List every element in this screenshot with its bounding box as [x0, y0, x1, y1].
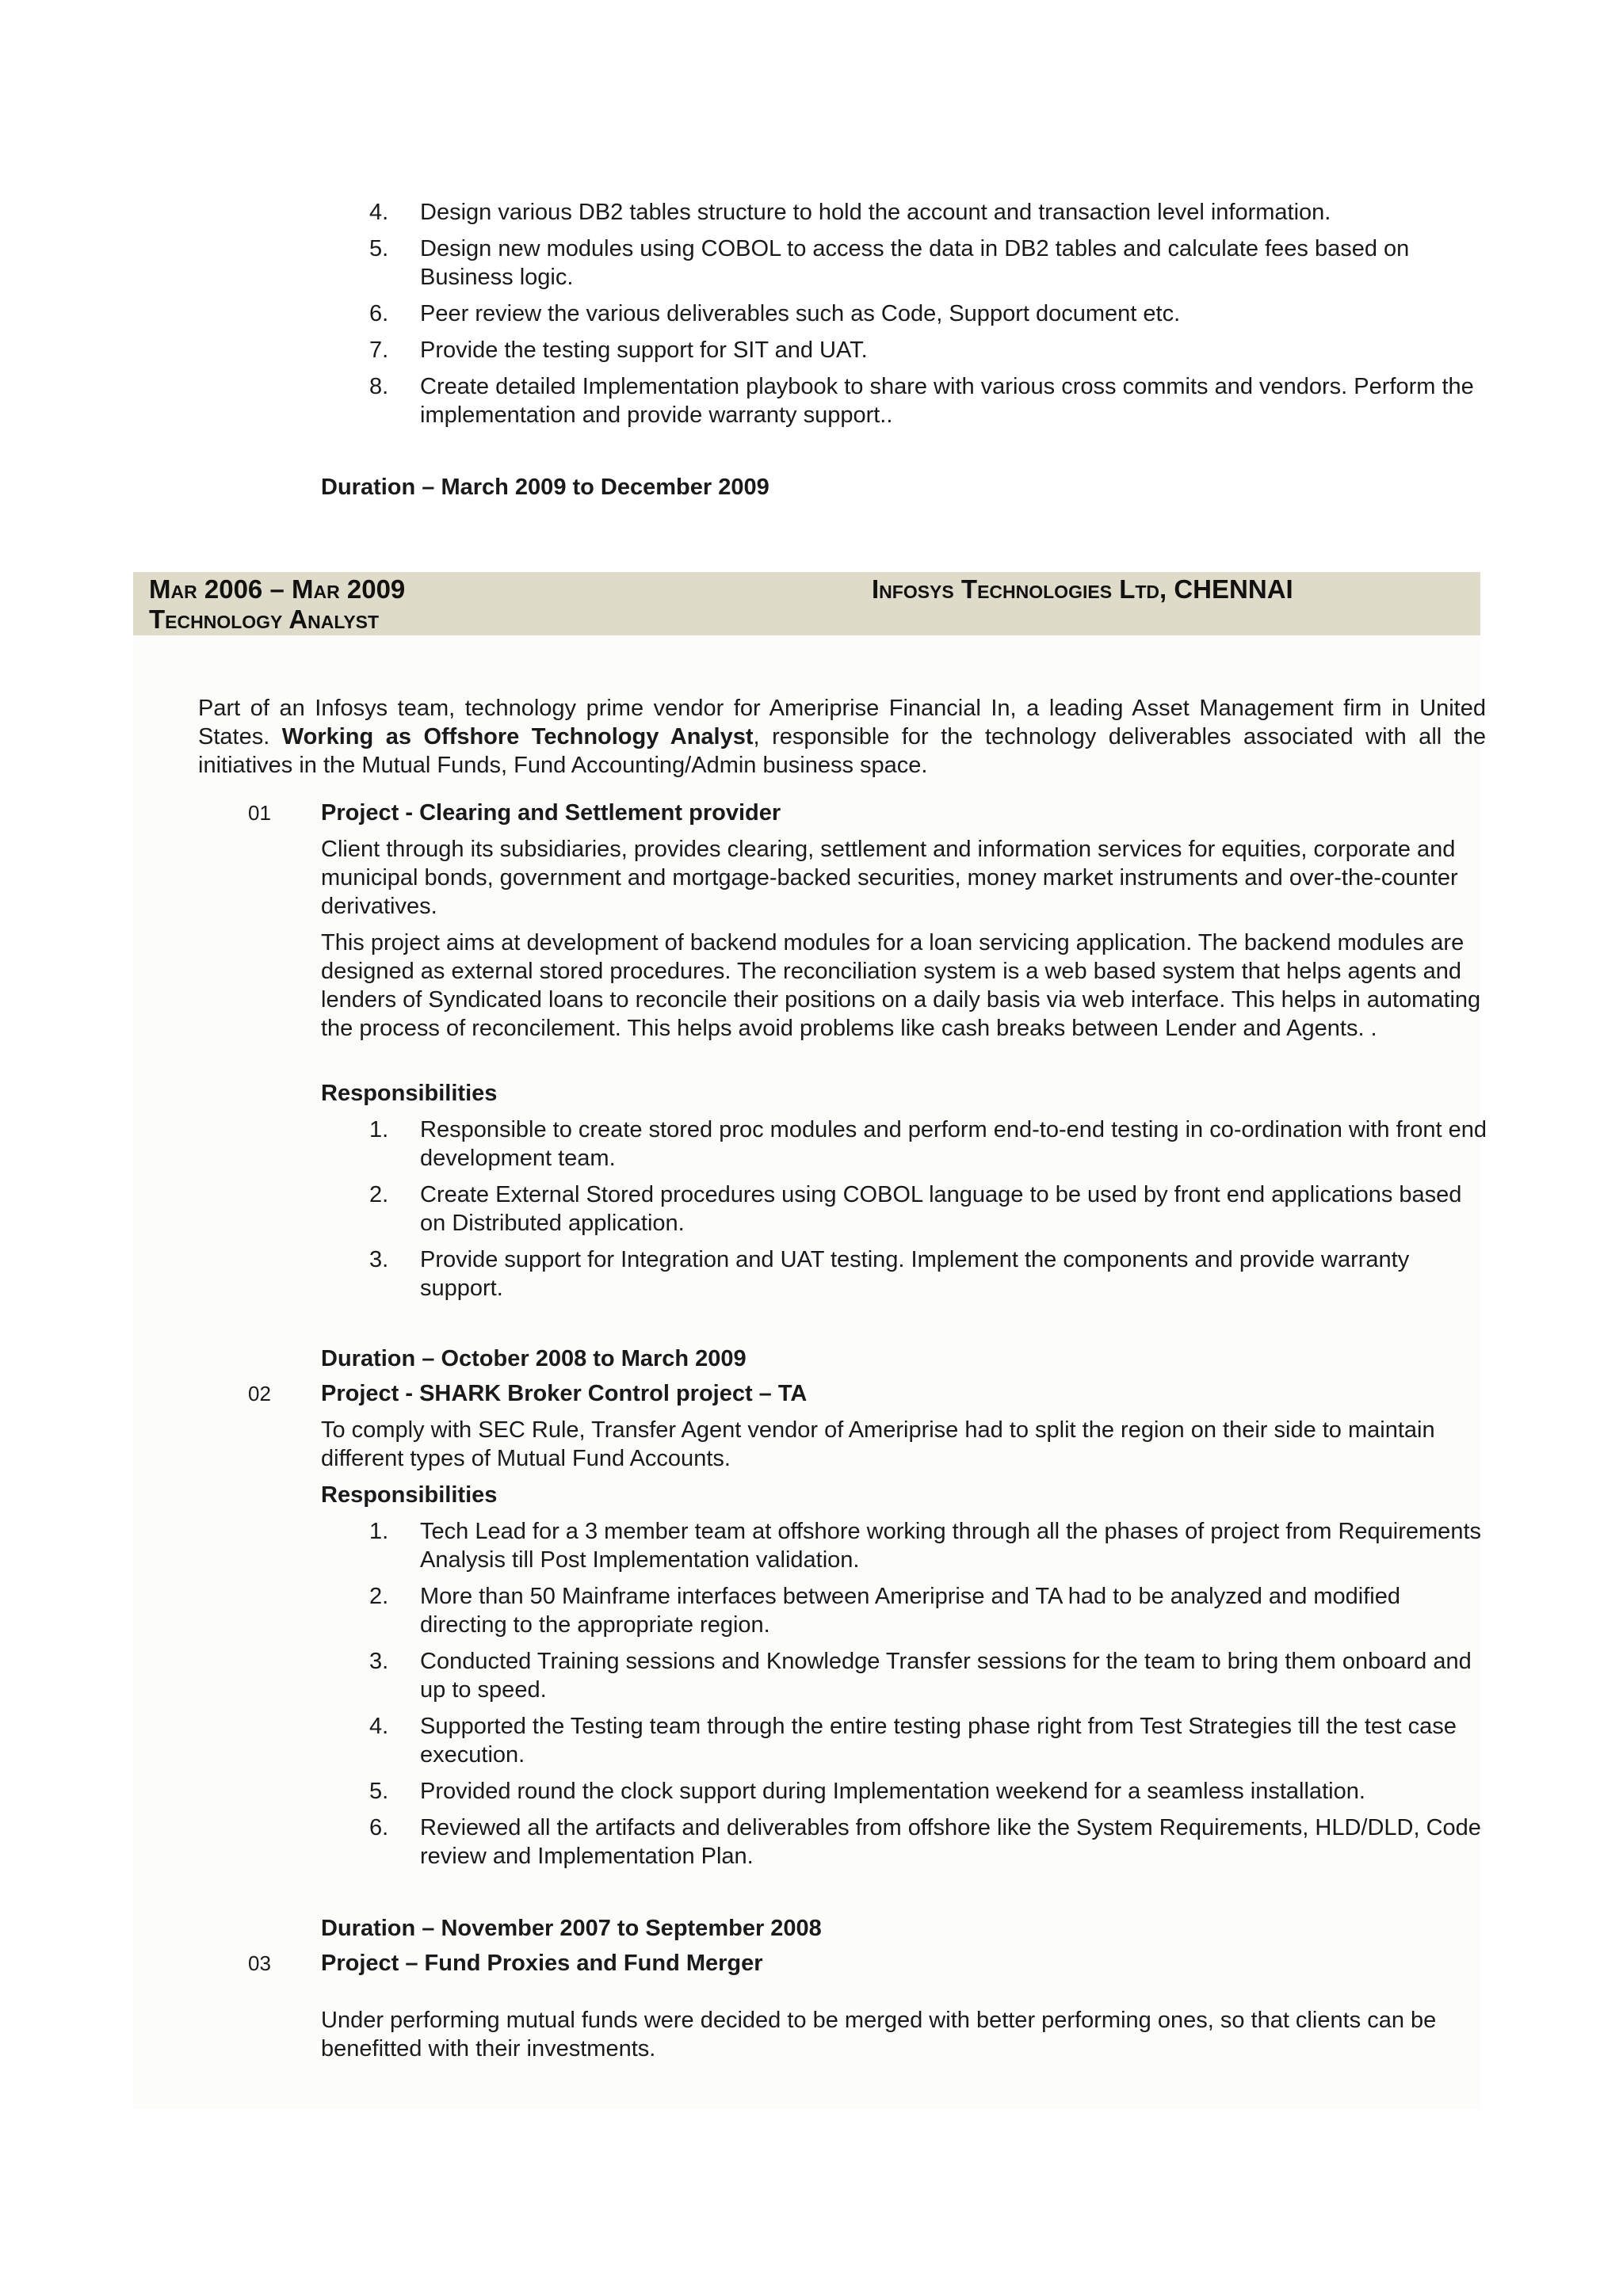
job-dates: Mar 2006 – Mar 2009: [149, 574, 406, 604]
intro-role: Working as Offshore Technology Analyst: [281, 724, 754, 749]
job-intro: [198, 694, 1486, 780]
list-number: 8.: [369, 374, 389, 399]
project-title: Project – Fund Proxies and Fund Merger: [321, 1951, 763, 1976]
list-item: Supported the Testing team through the entire testing phase right from Test Strategies till the test case execution.: [420, 1714, 1457, 1768]
project-title: Project - Clearing and Settlement provider: [321, 800, 781, 826]
project-description: Client through its subsidiaries, provides clearing, settlement and information services for equities, corporate and municipal bonds, government and mortgage-backed securities, money market instruments and over-the-counter derivatives.: [321, 837, 1458, 919]
list-item: Create External Stored procedures using COBOL language to be used by front end applications based on Distributed application.: [420, 1182, 1462, 1236]
list-item: Create detailed Implementation playbook to share with various cross commits and vendors. Perform the implementation and provide warranty support..: [420, 374, 1474, 428]
list-number: 5.: [369, 236, 389, 261]
intro-text-rest: , responsible for the technology deliverables associated with all the initiatives in the Mutual Funds, Fund Accounting/Admin business space.: [198, 724, 1486, 778]
list-item: Responsible to create stored proc modules and perform end-to-end testing in co-ordination with front end development team.: [420, 1117, 1487, 1171]
list-number: 1.: [369, 1117, 389, 1142]
intro-text: Part of an Infosys team, technology prime vendor for Ameriprise Financial In, a leading Asset Management firm in United States.: [198, 696, 1486, 749]
list-item: Provide support for Integration and UAT testing. Implement the components and provide warranty support.: [420, 1247, 1410, 1301]
duration-label: Duration – October 2008 to March 2009: [321, 1346, 747, 1371]
list-item: Conducted Training sessions and Knowledge Transfer sessions for the team to bring them onboard and up to speed.: [420, 1649, 1472, 1703]
project-description: This project aims at development of backend modules for a loan servicing application. The backend modules are designed as external stored procedures. The reconciliation system is a web based system that helps agents and lenders of Syndicated loans to reconcile their positions on a daily basis via web interface. This helps in automating the process of reconcilement. This helps avoid problems like cash breaks between Lender and Agents. .: [321, 930, 1481, 1041]
list-number: 2.: [369, 1584, 389, 1609]
list-item: Design new modules using COBOL to access the data in DB2 tables and calculate fees based on Business logic.: [420, 236, 1410, 290]
project-number: 02: [248, 1382, 271, 1405]
list-number: 3.: [369, 1247, 389, 1272]
list-item: Provided round the clock support during Implementation weekend for a seamless installation.: [420, 1779, 1365, 1804]
project-description: To comply with SEC Rule, Transfer Agent vendor of Ameriprise had to split the region on their side to maintain different types of Mutual Fund Accounts.: [321, 1417, 1435, 1471]
list-number: 6.: [369, 301, 389, 326]
list-number: 1.: [369, 1519, 389, 1544]
list-item: Tech Lead for a 3 member team at offshore working through all the phases of project from Requirements Analysis till Post Implementation validation.: [420, 1519, 1481, 1573]
list-number: 5.: [369, 1779, 389, 1804]
list-number: 4.: [369, 200, 389, 225]
list-item: Peer review the various deliverables such as Code, Support document etc.: [420, 301, 1181, 326]
responsibilities-heading: Responsibilities: [321, 1081, 498, 1106]
list-number: 7.: [369, 338, 389, 363]
project-number: 01: [248, 801, 271, 825]
project-description: Under performing mutual funds were decided to be merged with better performing ones, so that clients can be benefitted with their investments.: [321, 2008, 1437, 2061]
list-item: Provide the testing support for SIT and UAT.: [420, 338, 868, 363]
list-item: Reviewed all the artifacts and deliverables from offshore like the System Requirements, HLD/DLD, Code review and Implementation Plan.: [420, 1815, 1481, 1869]
list-item: Design various DB2 tables structure to hold the account and transaction level information.: [420, 200, 1331, 225]
list-number: 4.: [369, 1714, 389, 1739]
project-number: 03: [248, 1951, 271, 1975]
job-title: Technology Analyst: [149, 605, 380, 634]
responsibilities-heading: Responsibilities: [321, 1482, 498, 1508]
duration-label: Duration – March 2009 to December 2009: [321, 475, 769, 500]
project-title: Project - SHARK Broker Control project – TA: [321, 1381, 808, 1406]
list-number: 6.: [369, 1815, 389, 1840]
list-item: More than 50 Mainframe interfaces between Ameriprise and TA had to be analyzed and modified directing to the appropriate region.: [420, 1584, 1400, 1638]
duration-label: Duration – November 2007 to September 2008: [321, 1916, 822, 1941]
list-number: 3.: [369, 1649, 389, 1674]
job-company: Infosys Technologies Ltd, CHENNAI: [872, 574, 1293, 604]
list-number: 2.: [369, 1182, 389, 1207]
